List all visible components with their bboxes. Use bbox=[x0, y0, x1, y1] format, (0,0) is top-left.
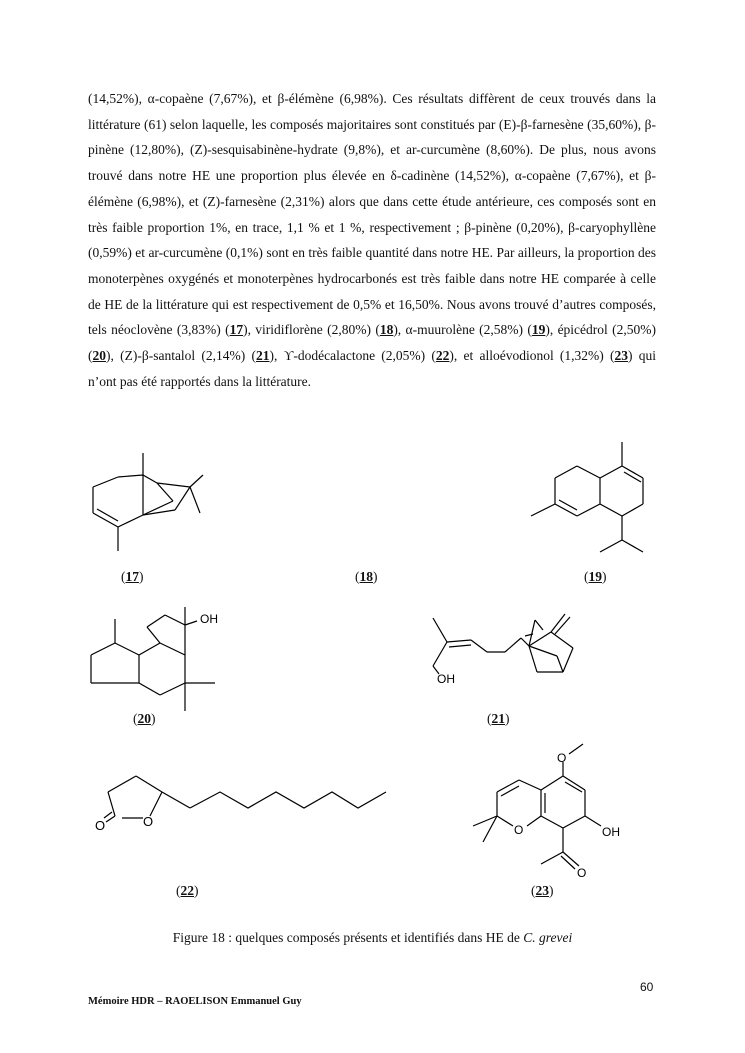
compound-ref: 21 bbox=[256, 348, 270, 364]
compound-ref: 22 bbox=[435, 348, 450, 364]
text-segment: ), α-muurolène (2,58%) ( bbox=[393, 322, 532, 338]
atom-label-oh: OH bbox=[200, 612, 218, 626]
compound-ref: 23 bbox=[614, 348, 629, 364]
atom-label-o: O bbox=[514, 823, 524, 837]
label-21: (21) bbox=[487, 711, 510, 726]
structure-21 bbox=[425, 608, 585, 690]
structure-22 bbox=[90, 758, 390, 838]
text-segment: ) qui n’ont pas été rapportés dans la littérature. bbox=[88, 348, 656, 389]
text-segment: (14,52%), α-copaène (7,67%), et β-élémène (6,98%). Ces résultats diffèrent de ceux trouvés dans la littérature (61) selon laquelle, les composés majoritaires sont constitués par (E)-β-farnesène (35,60%), β-pinène (12,80%), (Z)-sesquisabinène-hydrate (9,8%), et ar-curcumène (8,60%). De plus, nous avons trouvé dans notre HE une proportion plus élevée en δ-cadinène (14,52%), α-copaène (7,67%), et β-élémène (6,98%), et (Z)-farnesène (2,31%) alors que dans cette étude antérieure, ces composés sont en très faible proportion 1%, en trace, 1,1 % et 1 %, respectivement ; β-pinène (0,20%), β-caryophyllène (0,59%) et ar-curcumène (0,1%) sont en très faible quantité dans notre HE. Par ailleurs, la proportion des monoterpènes oxygénés et monoterpènes hydrocarbonés est très faible dans notre HE comparée à celle de HE de la littérature qui est respectivement de 0,5% et 16,50%. Nous avons trouvé d’autres composés, tels néoclovène (3,83%) ( bbox=[88, 91, 656, 338]
body-paragraph bbox=[88, 86, 656, 394]
structure-19 bbox=[525, 438, 655, 558]
structure-23 bbox=[465, 740, 630, 880]
atom-label-oh: OH bbox=[437, 672, 455, 686]
label-20: (20) bbox=[133, 711, 156, 726]
label-19: (19) bbox=[584, 569, 607, 584]
label-17: (17) bbox=[121, 569, 144, 584]
structure-17 bbox=[85, 445, 210, 555]
atom-label-oh: OH bbox=[602, 825, 620, 839]
text-segment: ), ϒ-dodécalactone (2,05%) ( bbox=[269, 348, 436, 364]
compound-ref: 20 bbox=[92, 348, 106, 364]
structure-20 bbox=[85, 605, 225, 715]
compound-ref: 17 bbox=[229, 322, 244, 338]
text-segment: ), et alloévodionol (1,32%) ( bbox=[449, 348, 615, 364]
label-18: (18) bbox=[355, 569, 378, 584]
species-name: C. grevei bbox=[523, 930, 573, 945]
figure-caption: Figure 18 : quelques composés présents et identifiés dans HE de C. grevei bbox=[172, 930, 573, 945]
text-segment: ), (Z)-β-santalol (2,14%) ( bbox=[106, 348, 257, 364]
page-number: 60 bbox=[640, 980, 654, 994]
label-22: (22) bbox=[176, 883, 199, 898]
atom-label-o: O bbox=[557, 751, 567, 765]
atom-label-o: O bbox=[95, 818, 106, 833]
footer: Mémoire HDR – RAOELISON Emmanuel Guy bbox=[88, 996, 302, 1007]
text-segment: ), épicédrol (2,50%) ( bbox=[88, 322, 656, 364]
compound-ref: 19 bbox=[531, 322, 546, 338]
label-23: (23) bbox=[531, 883, 554, 898]
text-segment: ), viridiflorène (2,80%) ( bbox=[243, 322, 380, 338]
atom-label-o: O bbox=[577, 866, 587, 880]
compound-ref: 18 bbox=[379, 322, 394, 338]
atom-label-o: O bbox=[143, 814, 154, 829]
